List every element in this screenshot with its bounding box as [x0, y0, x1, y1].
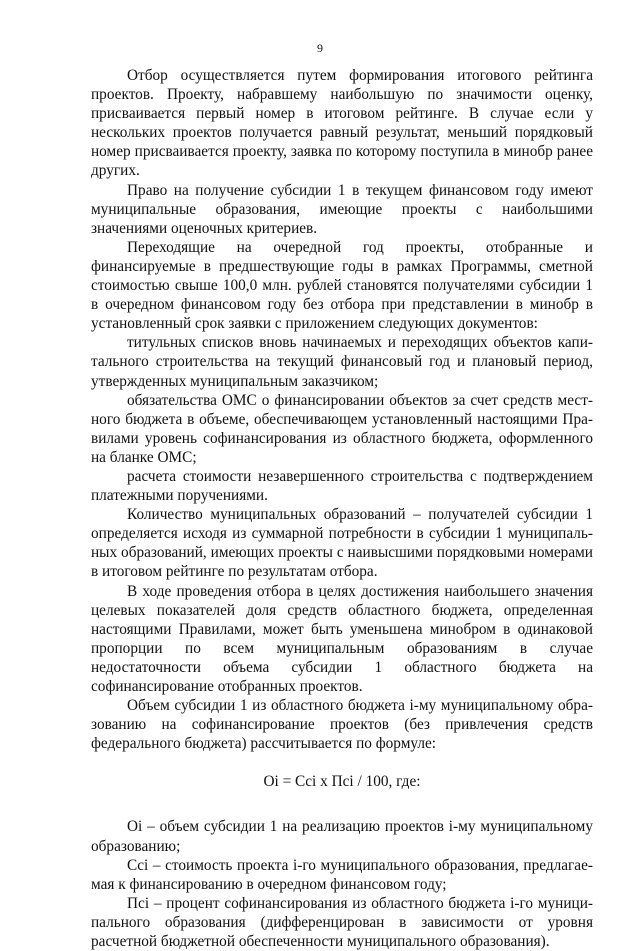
document-body — [91, 66, 593, 951]
definition-oi: Oi – объем субсидии 1 на реализацию проектов i-му муниципальному образованию; — [91, 818, 593, 855]
paragraph-subsidy-volume: Объем субсидии 1 из областного бюджета i-му муниципальному образованию на софинансирование проектов (без привлечения средств федерального бюджета) рассчитывается по формуле: — [91, 697, 593, 753]
paragraph-proportional-reduction: В ходе проведения отбора в целях достижения наибольшего значения целевых показателей доля средств областного бюджета, определенная настоящими Правилами, может быть уменьшена минобром в одинаковой пропорции по всем муниципальным образованиям в случае недостаточности объема субсидии 1 областного бюджета на софинансирование отобранных проектов. — [91, 582, 593, 695]
paragraph-title-lists: титульных списков вновь начинаемых и переходящих объектов капитального строительства на текущий финансовый год и плановый период, утвержденных муниципальным заказчиком; — [91, 334, 593, 390]
subsidy-formula: Oi = Cci x Пci / 100, где: — [263, 773, 421, 791]
definition-cci: Cci – стоимость проекта i-го муниципального образования, предлагаемая к финансированию в очередном финансовом году; — [91, 856, 593, 893]
paragraph-carryover-projects: Переходящие на очередной год проекты, отобранные и финансируемые в предшествующие годы в рамках Программы, сметной стоимостью свыше 100,0 млн. рублей становятся получателями субсидии 1 в очередном финансовом году без отбора при представлении в минобр в установленный срок заявки с приложением следующих документов: — [91, 238, 593, 333]
paragraph-selection-rating: Отбор осуществляется путем формирования итогового рейтинга проектов. Проекту, набравшему наибольшую по значимости оценку, присваивается первый номер в итоговом рейтинге. В случае если у нескольких проектов получается равный результат, меньший порядковый номер присваивается проекту, заявка по которому поступила в минобр ранее других. — [91, 67, 593, 180]
paragraph-recipient-count: Количество муниципальных образований – получателей субсидии 1 определяется исходя из суммарной потребности в субсидии 1 муниципальных образований, имеющих проекты с наивысшими порядковыми номерами в итоговом рейтинге по результатам отбора. — [91, 506, 593, 581]
paragraph-construction-cost: расчета стоимости незавершенного строительства с подтверждением платежными поручениями. — [91, 467, 593, 505]
page-number: 9 — [317, 41, 323, 55]
paragraph-subsidy-right: Право на получение субсидии 1 в текущем финансовом году имеют муниципальные образования, имеющие проекты с наибольшими значениями оценочных критериев. — [91, 181, 593, 237]
definition-pci: Пci – процент софинансирования из областного бюджета i-го муниципального образования (дифференцирован в зависимости от уровня расчетной бюджетной обеспеченности муниципального образования). — [91, 894, 593, 951]
paragraph-oms-obligation: обязательства ОМС о финансировании объектов за счет средств местного бюджета в объеме, обеспечивающем установленный настоящими Правилами уровень софинансирования из областного бюджета, оформленного на бланке ОМС; — [91, 391, 593, 466]
